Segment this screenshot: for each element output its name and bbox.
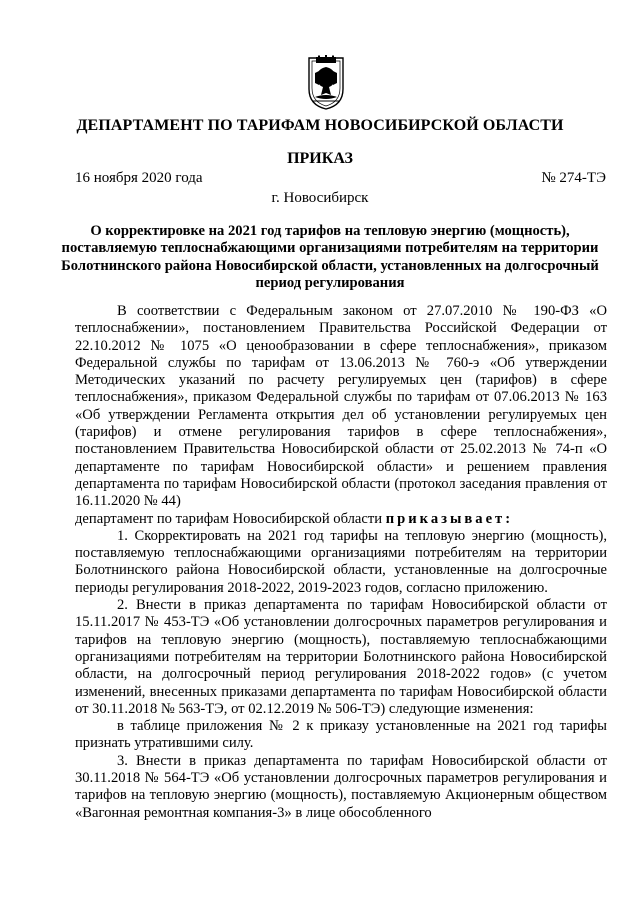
department-name: ДЕПАРТАМЕНТ ПО ТАРИФАМ НОВОСИБИРСКОЙ ОБЛАСТИ [76,117,564,134]
order-city: г. Новосибирск [271,190,369,206]
item-3-paragraph: 3. Внести в приказ департамента по тарифам Новосибирской области от 30.11.2018 № 564-ТЭ «Об установлении долгосрочных параметров регулирования и тарифов на тепловую энергию (мощность), поставляемую Акционерным обществом «Вагонная ремонтная компания-3» в лице обособленного [75,752,607,821]
decree-word: приказывает: [385,510,514,527]
item-2-sub-paragraph: в таблице приложения № 2 к приказу установленные на 2021 год тарифы признать утратившими силу. [75,718,607,752]
item-1-paragraph: 1. Скорректировать на 2021 год тарифы на тепловую энергию (мощность), поставляемую теплоснабжающими организациями потребителям на территории Болотнинского района Новосибирской области, установленные на долгосрочные периоды регулирования 2018-2022, 2019-2023 годов, согласно приложению. [75,527,607,596]
item-2-paragraph: 2. Внести в приказ департамента по тарифам Новосибирской области от 15.11.2017 № 453-ТЭ «Об установлении долгосрочных параметров регулирования и тарифов на тепловую энергию (мощность), поставляемую теплоснабжающими организациями потребителям на территории Болотнинского района Новосибирской области, на долгосрочный период регулирования 2018-2022 годов» (с учетом изменений, внесенных приказами департамента по тарифам Новосибирской области от 30.11.2018 № 563-ТЭ, от 02.12.2019 № 506-ТЭ) следующие изменения: [75,597,607,717]
order-date: 16 ноября 2020 года [75,170,203,186]
preamble-paragraph: В соответствии с Федеральным законом от 27.07.2010 № 190-ФЗ «О теплоснабжении», постановлением Правительства Российской Федерации от 22.10.2012 № 1075 «О ценообразовании в сфере теплоснабжения», приказом Федеральной службы по тарифам от 13.06.2013 № 760-э «Об утверждении Методических указаний по расчету регулируемых цен (тарифов) в сфере теплоснабжения», приказом Федеральной службы по тарифам от 07.06.2013 № 163 «Об утверждении Регламента открытия дел об установлении регулируемых цен (тарифов) и отмене регулирования тарифов в сфере теплоснабжения», постановлением Правительства Новосибирской области от 25.02.2013 № 74-п «О департаменте по тарифам Новосибирской области» и решением правления департамента по тарифам Новосибирской области (протокол заседания правления от 16.11.2020 № 44) [75,303,607,510]
order-number: № 274-ТЭ [541,170,606,186]
order-title: О корректировке на 2021 год тарифов на тепловую энергию (мощность), поставляемую теплоснабжающими организациями потребителям на территории Болотнинского района Новосибирской области, установленных на долгосрочный период регулирования [61,223,599,291]
coat-of-arms-icon [303,55,349,111]
decree-intro: департамент по тарифам Новосибирской области [75,510,383,527]
doc-type: ПРИКАЗ [287,150,353,167]
decree-line [75,511,607,528]
order-body [75,303,607,822]
